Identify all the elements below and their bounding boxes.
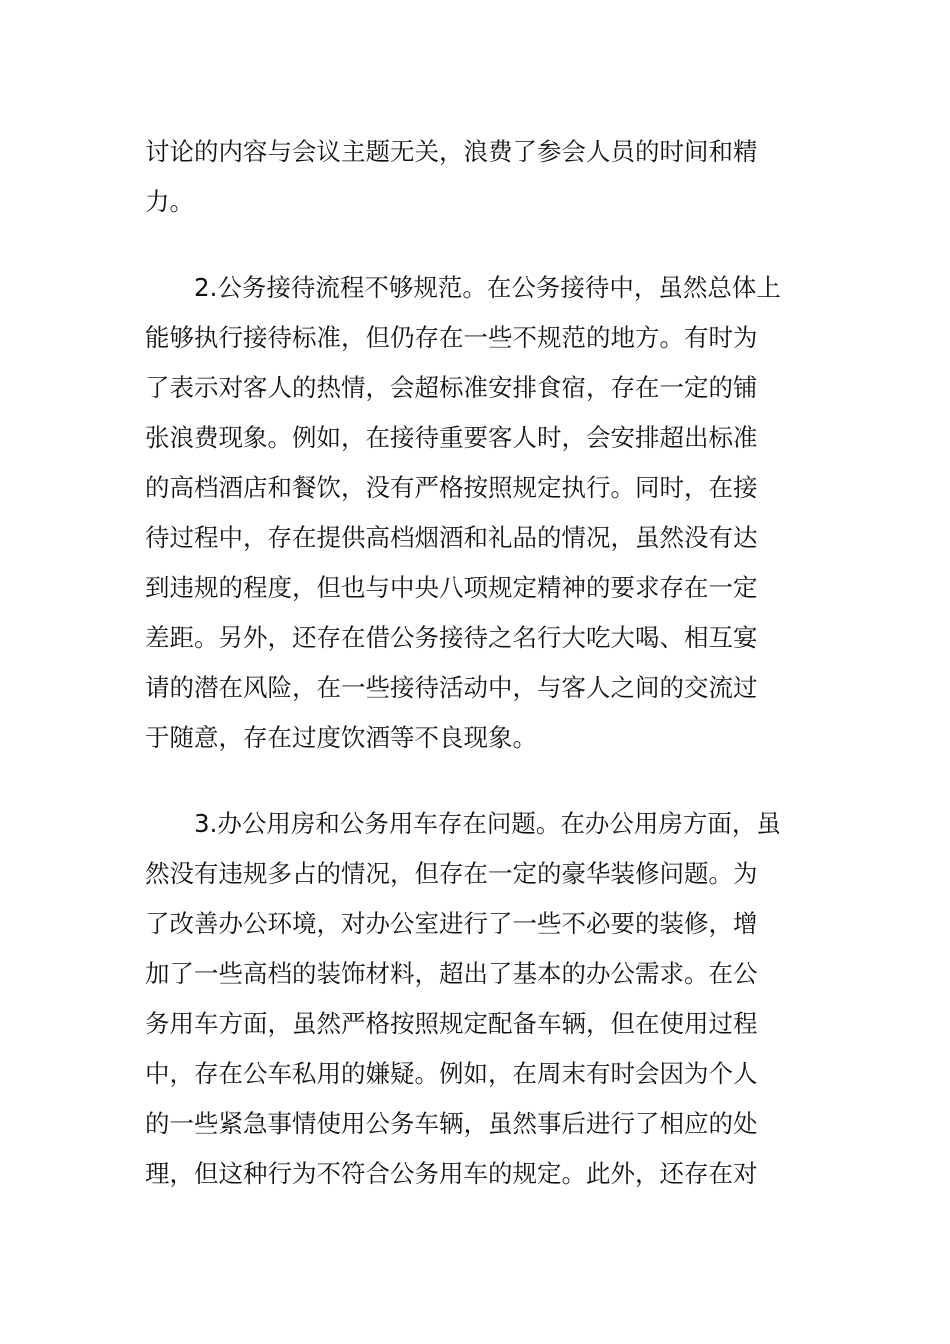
paragraph-spacer	[145, 763, 825, 799]
paragraph-continuation	[145, 127, 825, 227]
text-line: 的一些紧急事情使用公务车辆，虽然事后进行了相应的处	[145, 1109, 758, 1138]
text-line: 差距。另外，还存在借公务接待之名行大吃大喝、相互宴	[145, 623, 758, 652]
text-line: 然没有违规多占的情况，但存在一定的豪华装修问题。为	[145, 859, 758, 888]
text-line: 务用车方面，虽然严格按照规定配备车辆，但在使用过程	[145, 1009, 758, 1038]
text-line: 待过程中，存在提供高档烟酒和礼品的情况，虽然没有达	[145, 523, 758, 552]
paragraph-spacer	[145, 227, 825, 263]
text-line: 理，但这种行为不符合公务用车的规定。此外，还存在对	[145, 1159, 758, 1188]
paragraph-reception	[145, 263, 825, 763]
paragraph-office-vehicles	[145, 799, 825, 1199]
text-line: 力。	[145, 187, 194, 216]
text-line: 到违规的程度，但也与中央八项规定精神的要求存在一定	[145, 573, 758, 602]
text-line: 3.办公用房和公务用车存在问题。在办公用房方面，虽	[194, 809, 781, 838]
text-line: 张浪费现象。例如，在接待重要客人时，会安排超出标准	[145, 423, 758, 452]
text-line: 于随意，存在过度饮酒等不良现象。	[145, 723, 537, 752]
text-line: 了改善办公环境，对办公室进行了一些不必要的装修，增	[145, 909, 758, 938]
text-line: 2.公务接待流程不够规范。在公务接待中，虽然总体上	[194, 273, 781, 302]
text-line: 的高档酒店和餐饮，没有严格按照规定执行。同时，在接	[145, 473, 758, 502]
text-line: 讨论的内容与会议主题无关，浪费了参会人员的时间和精	[145, 137, 758, 166]
text-line: 请的潜在风险，在一些接待活动中，与客人之间的交流过	[145, 673, 758, 702]
text-line: 中，存在公车私用的嫌疑。例如，在周末有时会因为个人	[145, 1059, 758, 1088]
document-body	[145, 127, 825, 1199]
text-line: 了表示对客人的热情，会超标准安排食宿，存在一定的铺	[145, 373, 758, 402]
text-line: 能够执行接待标准，但仍存在一些不规范的地方。有时为	[145, 323, 758, 352]
text-line: 加了一些高档的装饰材料，超出了基本的办公需求。在公	[145, 959, 758, 988]
